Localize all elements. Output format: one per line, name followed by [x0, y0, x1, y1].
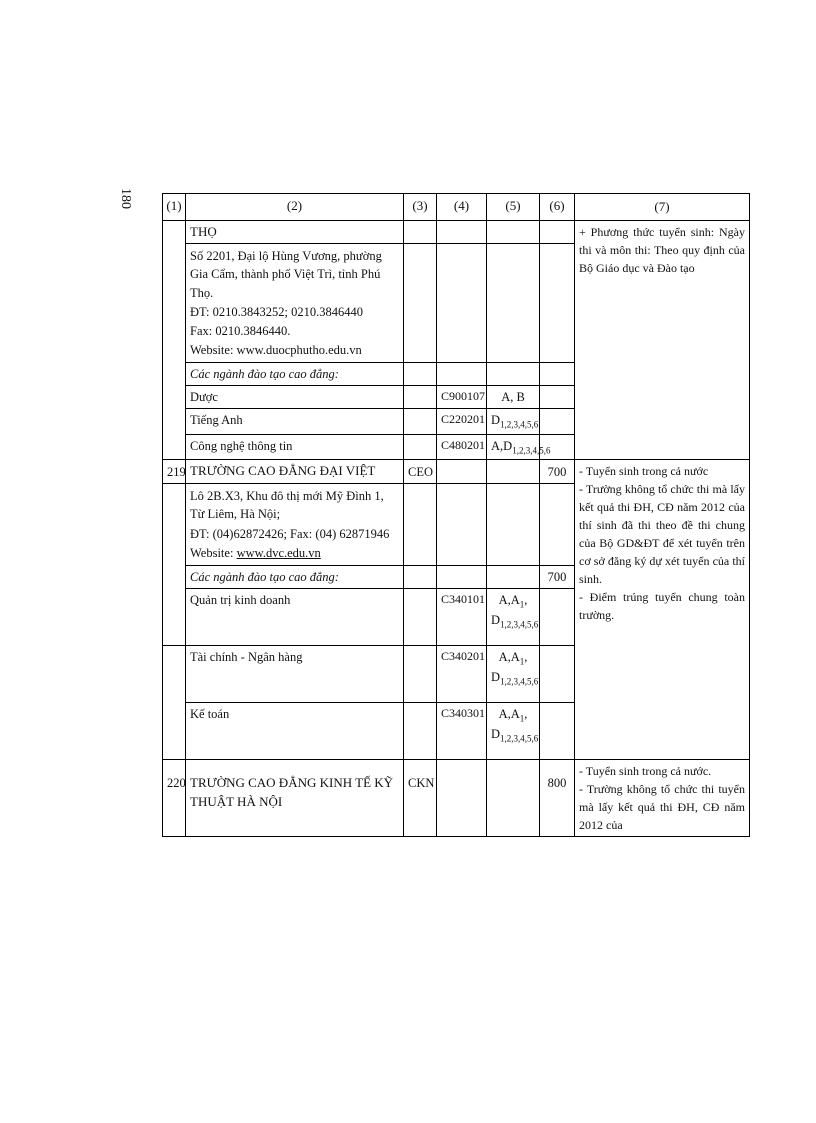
school2-name-row [163, 460, 750, 484]
header-col-3: (3) [404, 194, 437, 221]
school3-note-1: - Tuyển sinh trong cả nước. [579, 763, 712, 778]
school2-phone-fax: ĐT: (04)62872426; Fax: (04) 62871946 [190, 526, 390, 541]
program-block: $D_{1,2,3,4,5,6}$ [487, 409, 540, 435]
school3-code: CKN [404, 759, 437, 836]
program-name: Tiếng Anh [186, 409, 404, 435]
page-number: 180 [118, 188, 133, 209]
school1-name: THỌ [186, 220, 404, 244]
school3-note-2: - Trường không tổ chức thi tuyển mà lấy kết quả thi ĐH, CĐ năm 2012 của [579, 781, 745, 832]
header-col-1: (1) [163, 194, 186, 221]
program-block: $A,D_{1,2,3,4,5,6}$ [487, 434, 540, 460]
school3-name: TRƯỜNG CAO ĐẲNG KINH TẾ KỸ THUẬT HÀ NỘI [186, 759, 404, 836]
school1-programs-heading: Các ngành đào tạo cao đẳng: [186, 363, 404, 386]
school2-code: CEO [404, 460, 437, 484]
header-col-7: (7) [575, 194, 750, 221]
school1-contact [186, 244, 404, 363]
school3-quota: 800 [540, 759, 575, 836]
school1-fax: Fax: 0210.3846440. [190, 323, 291, 338]
program-code: C480201 [437, 434, 487, 460]
program-code: C340101 [437, 588, 487, 645]
program-code: C900107 [437, 386, 487, 409]
school1-name-row [163, 220, 750, 244]
program-block: $A,A_1$, $D_{1,2,3,4,5,6}$ [487, 702, 540, 759]
school2-programs-quota: 700 [540, 565, 575, 588]
program-block: $A,A_1$, $D_{1,2,3,4,5,6}$ [487, 645, 540, 702]
school2-index: 219 [163, 460, 186, 484]
program-name: Dược [186, 386, 404, 409]
school1-phone: ĐT: 0210.3843252; 0210.3846440 [190, 304, 363, 319]
school2-programs-heading: Các ngành đào tạo cao đẳng: [186, 565, 404, 588]
school1-index-cell [163, 220, 186, 460]
program-code: C340301 [437, 702, 487, 759]
school1-website: Website: www.duocphutho.edu.vn [190, 342, 362, 357]
school1-notes: + Phương thức tuyển sinh: Ngày thi và môn thi: Theo quy định của Bộ Giáo dục và Đào tạo [575, 220, 750, 460]
program-block: $A,A_1$, $D_{1,2,3,4,5,6}$ [487, 588, 540, 645]
school2-notes [575, 460, 750, 759]
header-row [163, 194, 750, 221]
school2-website: Website: www.dvc.edu.vn [190, 545, 321, 560]
program-block: A, B [487, 386, 540, 409]
program-name: Kế toán [186, 702, 404, 759]
school2-note-2: - Trường không tổ chức thi mà lấy kết quả thi ĐH, CĐ năm 2012 của thí sinh đã thi theo đề thi chung của Bộ GD&ĐT để xét tuyển trên cơ sở đăng ký dự xét tuyển của thí sinh. [579, 482, 745, 587]
header-col-6: (6) [540, 194, 575, 221]
header-col-5: (5) [487, 194, 540, 221]
program-name: Quản trị kinh doanh [186, 588, 404, 645]
program-name: Tài chính - Ngân hàng [186, 645, 404, 702]
school2-name: TRƯỜNG CAO ĐẲNG ĐẠI VIỆT [186, 460, 404, 484]
program-name: Công nghệ thông tin [186, 434, 404, 460]
program-code: C340201 [437, 645, 487, 702]
school3-index: 220 [163, 759, 186, 836]
school2-note-1: - Tuyển sinh trong cả nước [579, 464, 709, 479]
school2-address: Lô 2B.X3, Khu đô thị mới Mỹ Đình 1, Từ Liêm, Hà Nội; [190, 489, 384, 522]
school3-name-row [163, 759, 750, 836]
school1-address: Số 2201, Đại lộ Hùng Vương, phường Gia Cẩm, thành phố Việt Trì, tỉnh Phú Thọ. [190, 249, 382, 300]
header-col-4: (4) [437, 194, 487, 221]
school3-notes [575, 759, 750, 836]
school2-note-3: - Điểm trúng tuyển chung toàn trường. [579, 590, 745, 623]
school2-website-link[interactable]: www.dvc.edu.vn [236, 545, 321, 560]
school2-quota: 700 [540, 460, 575, 484]
program-code: C220201 [437, 409, 487, 435]
school2-contact [186, 484, 404, 566]
header-col-2: (2) [186, 194, 404, 221]
admissions-table [162, 193, 750, 837]
